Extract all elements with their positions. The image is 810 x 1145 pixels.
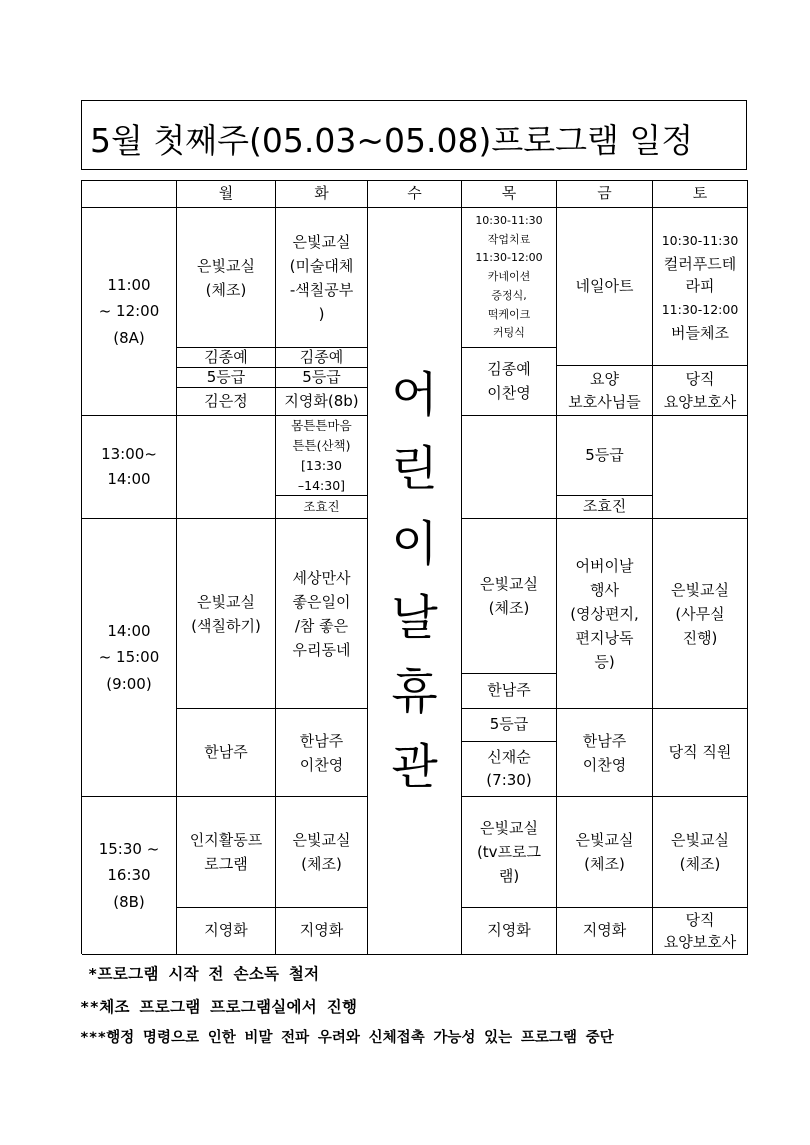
fri-slot1-staff: [557, 366, 653, 416]
mon-slot2-empty: [177, 416, 276, 519]
fri-slot4-staff: [557, 908, 653, 955]
time-label: 11:00 ~ 12:00 (8A): [98, 276, 160, 347]
holiday-text: 어 린 이 날 휴 관: [391, 366, 438, 795]
tue-slot3-program: [276, 519, 368, 709]
sat-slot1-program: [653, 208, 748, 366]
program-text: 카네이션 증정식, 떡케이크 커팅식: [487, 270, 531, 340]
program-text: 네일아트: [575, 276, 634, 295]
day-label: 월: [218, 184, 234, 203]
program-text: 은빛교실 (체조): [575, 831, 634, 873]
thu-slot1-staff: [462, 348, 557, 416]
mon-slot1-staff1: [177, 348, 276, 368]
note-3: ***행정 명령으로 인한 비말 전파 우려와 신체접촉 가능성 있는 프로그램 중단: [80, 1030, 614, 1046]
time-slot-3: [82, 519, 177, 797]
sat-slot3-staff: [653, 709, 748, 797]
thu-slot1-program: [462, 208, 557, 348]
staff-text: 한남주 이찬영: [582, 731, 627, 774]
header-thu: [462, 181, 557, 208]
fri-slot1-program: [557, 208, 653, 366]
program-text: 인지활동프 로그램: [189, 831, 263, 873]
program-text: 작업치료: [487, 232, 531, 246]
program-text: 은빛교실 (체조): [197, 256, 255, 299]
fri-slot4-program: [557, 797, 653, 908]
tue-slot4-staff: [276, 908, 368, 955]
time-slot-4: [82, 797, 177, 955]
mon-slot1-staff2: [177, 368, 276, 388]
staff-text: 김은정: [204, 391, 248, 410]
program-text: 5등급: [585, 445, 624, 464]
note-1: *프로그램 시작 전 손소독 철저: [88, 965, 320, 983]
header-sat: [653, 181, 748, 208]
program-text: 은빛교실 (체조): [480, 575, 538, 617]
program-text: 은빛교실 (색칠하기): [191, 592, 261, 635]
tue-slot4-program: [276, 797, 368, 908]
staff-text: 한남주: [487, 681, 531, 700]
staff-text: 당직 요양보호사: [663, 910, 737, 951]
tue-slot1-staff1: [276, 348, 368, 368]
thu-slot4-staff: [462, 908, 557, 955]
staff-text: 김종예: [299, 348, 344, 366]
thu-slot3-staff: [462, 674, 557, 709]
program-text: 몸튼튼마음 튼튼(산책) [13:30 –14:30]: [291, 417, 352, 493]
time-slot-1: [82, 208, 177, 416]
staff-text: 지영화: [487, 921, 531, 940]
staff-text: 5등급: [489, 715, 529, 734]
tue-slot1-program: [276, 208, 368, 348]
sat-slot3-program: [653, 519, 748, 709]
time-label: 14:00 ~ 15:00 (9:00): [98, 622, 160, 693]
note-2: **체조 프로그램 프로그램실에서 진행: [80, 998, 358, 1016]
program-text: 버들체조: [671, 323, 729, 342]
sat-slot4-program: [653, 797, 748, 908]
staff-text: 요양 보호사님들: [568, 370, 641, 411]
time-range: 11:30-12:00: [475, 251, 543, 265]
day-label: 목: [501, 184, 517, 203]
time-range: 11:30-12:00: [661, 301, 739, 317]
staff-text: 지영화(8b): [284, 391, 359, 410]
thu-slot2-empty: [462, 416, 557, 519]
tue-slot2-staff: [276, 496, 368, 519]
thu-slot4-program: [462, 797, 557, 908]
thu-slot3-staff3: [462, 742, 557, 797]
mon-slot3-staff: [177, 709, 276, 797]
staff-text: 신재순 (7:30): [486, 747, 532, 789]
time-label: 15:30 ~ 16:30 (8B): [98, 840, 160, 911]
schedule-table: [81, 180, 748, 954]
mon-slot1-program: [177, 208, 276, 348]
mon-slot1-staff3: [177, 388, 276, 416]
staff-text: 한남주: [204, 742, 248, 761]
thu-slot1-program-group: [475, 212, 542, 343]
staff-text: 조효진: [303, 499, 340, 514]
program-text: 은빛교실 (체조): [671, 831, 729, 873]
program-text: 은빛교실 (미술대체 -색칠공부 ): [289, 232, 354, 323]
header-fri: [557, 181, 653, 208]
thu-slot3-staff2: [462, 709, 557, 742]
program-text: 어버이날 행사 (영상편지, 편지낭독 등): [570, 556, 639, 671]
staff-text: 당직 직원: [668, 742, 732, 761]
time-label: 13:00~ 14:00: [101, 444, 157, 488]
mon-slot4-program: [177, 797, 276, 908]
sat-slot1-program-group: [662, 229, 739, 344]
staff-text: 김종예 이찬영: [487, 360, 531, 402]
header-empty-cell: [82, 181, 177, 208]
staff-text: 김종예: [204, 348, 248, 366]
staff-text: 지영화: [299, 921, 344, 940]
header-tue: [276, 181, 368, 208]
sat-slot2-empty: [653, 416, 748, 519]
program-text: 세상만사 좋은일이 /참 좋은 우리동네: [292, 568, 351, 659]
staff-text: 조효진: [582, 497, 627, 516]
mon-slot3-program: [177, 519, 276, 709]
page-title: 5월 첫째주(05.03~05.08)프로그램 일정: [90, 121, 694, 160]
fri-slot3-program: [557, 519, 653, 709]
day-label: 화: [314, 184, 329, 203]
tue-slot3-staff: [276, 709, 368, 797]
tue-slot1-staff2: [276, 368, 368, 388]
tue-slot2-program: [276, 416, 368, 496]
staff-text: 5등급: [206, 368, 246, 386]
header-wed: [368, 181, 462, 208]
staff-text: 지영화: [204, 921, 248, 940]
time-slot-2: [82, 416, 177, 519]
time-range: 10:30-11:30: [661, 233, 739, 248]
fri-slot3-staff: [557, 709, 653, 797]
staff-text: 지영화: [582, 921, 627, 940]
mon-slot4-staff: [177, 908, 276, 955]
fri-slot2-staff: [557, 496, 653, 519]
day-label: 수: [407, 184, 422, 203]
program-text: 컬러푸드테 라피: [663, 254, 737, 296]
staff-text: 한남주 이찬영: [299, 731, 344, 774]
fri-slot2-program: [557, 416, 653, 496]
sat-slot1-staff: [653, 366, 748, 416]
title-box: [81, 100, 747, 170]
wed-holiday: [368, 208, 462, 955]
day-label: 토: [692, 184, 708, 203]
thu-slot3-program: [462, 519, 557, 674]
day-label: 금: [597, 184, 612, 203]
staff-text: 당직 요양보호사: [663, 370, 737, 411]
program-text: 은빛교실 (사무실 진행): [671, 580, 729, 647]
header-mon: [177, 181, 276, 208]
tue-slot1-staff3: [276, 388, 368, 416]
sat-slot4-staff: [653, 908, 748, 955]
time-range: 10:30-11:30: [475, 214, 543, 228]
staff-text: 5등급: [302, 368, 341, 386]
program-text: 은빛교실 (체조): [292, 831, 351, 873]
program-text: 은빛교실 (tv프로그 램): [476, 819, 542, 885]
